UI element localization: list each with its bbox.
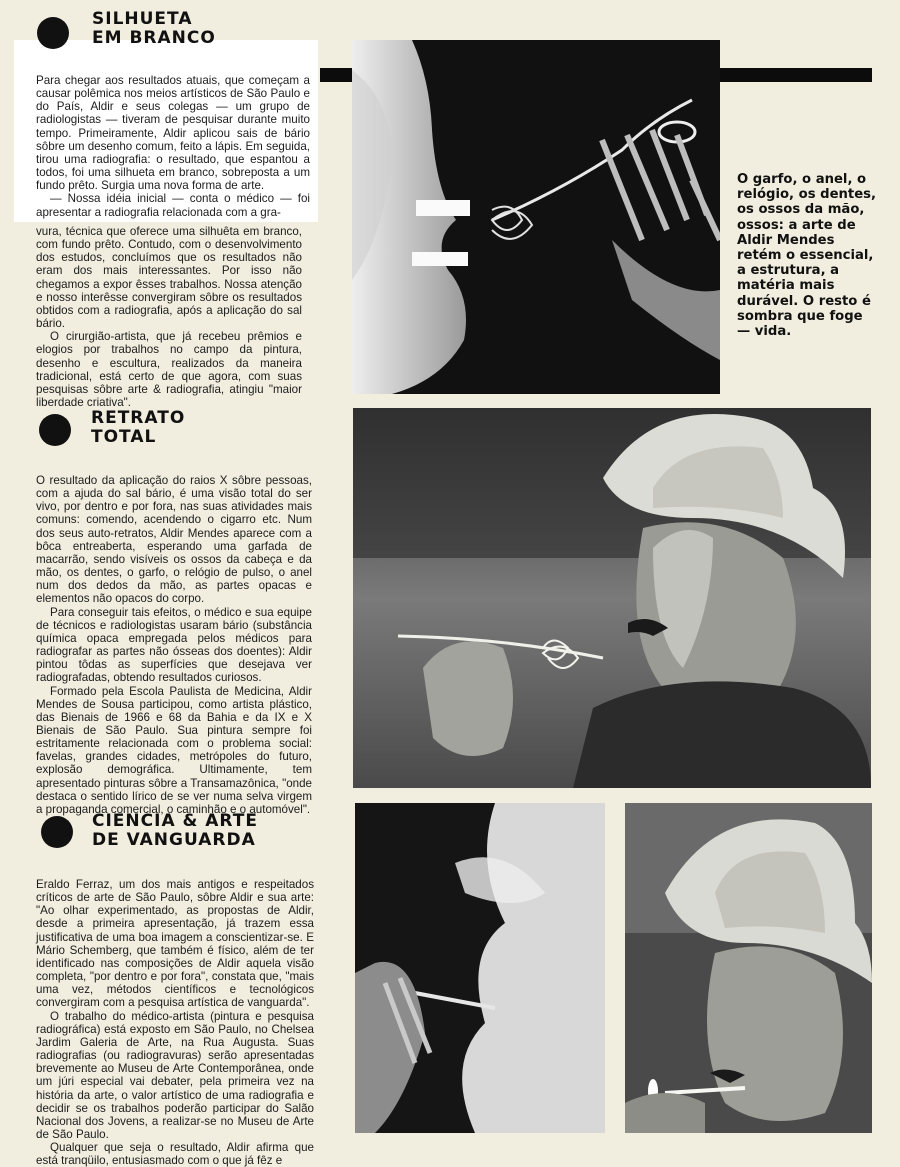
section-text-silhueta-bottom [36, 225, 302, 409]
section-bullet-icon [41, 816, 73, 848]
heading-line: EM BRANCO [92, 28, 216, 48]
paragraph: Formado pela Escola Paulista de Medicina, Aldir Mendes de Sousa participou, como artista plástico, das Bienais de 1966 e 68 da Bahia e da IX e X Bienais de São Paulo. Sua pintura sempre foi estritamente relacionada com o problema social: favelas, grandes cidades, metrópoles do futuro, explosão demográfica. Ultimamente, tem apresentado pinturas sôbre a Transamazônica, "onde destaca o sentido lírico de se ver numa selva virgem a propaganda comercial, o caminhão e o automóvel". [36, 684, 312, 816]
heading-line: DE VANGUARDA [92, 830, 256, 850]
man-eating-photo [353, 408, 871, 788]
paragraph: vura, técnica que oferece uma silhuêta em branco, com fundo prêto. Contudo, com o desenvolvimento dos estudos, concluímos que os resultados não eram dos mais interessantes. Por isso não chegamos a expor êsses trabalhos. Nossa atenção e nosso interêsse convergiram sôbre os resultados obtidos com a radiografia, após a aplicação do sal bário. [36, 225, 302, 331]
section-heading-ciencia [92, 812, 258, 850]
xray-smoking-photo [355, 803, 605, 1133]
section-heading-retrato [91, 409, 185, 447]
section-text-retrato [36, 474, 312, 816]
xray-eating-photo [352, 40, 720, 394]
section-heading-silhueta [92, 10, 216, 48]
xray-image [352, 40, 720, 394]
paragraph: — Nossa idéia inicial — conta o médico — foi apresentar a radiografia relacionada com a gra- [36, 192, 310, 219]
section-text-ciencia [36, 878, 314, 1167]
paragraph: Para chegar aos resultados atuais, que começam a causar polêmica nos meios artísticos de São Paulo e do País, Aldir e seus colegas — um grupo de radiologistas — tiveram de pesquisar durante muito tempo. Primeiramente, Aldir aplicou sais de bário sôbre um desenho comum, feito a lápis. Em seguida, tirou uma radiografia: o resultado, que espantou a todos, foi uma silhueta em branco, sobreposta a um fundo prêto. Surgia uma nova forma de arte. [36, 74, 310, 193]
xray-smoking-image [355, 803, 605, 1133]
heading-line: SILHUETA [92, 9, 193, 29]
section-bullet-icon [39, 414, 71, 446]
heading-line: CIENCIA & ARTE [92, 811, 258, 831]
photo-caption: O garfo, o anel, o relógio, os dentes, os ossos da mão, ossos: a arte de Aldir Mendes retém o essencial, a estrutura, a matéria mais durável. O resto é sombra que foge — vida. [737, 172, 877, 340]
paragraph: O cirurgião-artista, que já recebeu prêmios e elogios por trabalhos no campo da pintura, desenho e escultura, realizados da maneira tradicional, está certo de que agora, com suas pesquisas sôbre arte & radiografia, atingiu "maior liberdade criativa". [36, 330, 302, 410]
heading-line: TOTAL [91, 427, 157, 447]
heading-line: RETRATO [91, 408, 186, 428]
decorative-bar [320, 68, 352, 82]
paragraph: Qualquer que seja o resultado, Aldir afirma que está tranqüilo, entusiasmado com o que já fêz e [36, 1141, 314, 1167]
paragraph: Eraldo Ferraz, um dos mais antigos e respeitados críticos de arte de São Paulo, sôbre Aldir e sua arte: "Ao olhar experimentado, as propostas de Aldir, desde a primeira apresentação, já trazem essa justificativa de uma boa imagem a conscientizar-se. E Mário Schemberg, que também é físico, além de ter identificado nas composições de Aldir aquela visão completa, "por dentro e por fora", constata que, "mais uma vez, métodos científicos e tecnológicos convergiram com a pesquisa artística de vanguarda". [36, 878, 314, 1010]
paragraph: O trabalho do médico-artista (pintura e pesquisa radiográfica) está exposto em São Paulo, no Chelsea Jardim Galeria de Arte, na Rua Augusta. Suas radiografias (ou radiogravuras) serão apresentadas brevemente ao Museu de Arte Contemporânea, onde um júri especial vai debater, pela primeira vez na história da arte, o valor artístico de uma radiografia e decidir se os trabalhos poderão participar do Salão Nacional dos Jovens, a realizar-se no Museu de Arte de São Paulo. [36, 1009, 314, 1141]
section-bullet-icon [37, 17, 69, 49]
man-smoking-photo [625, 803, 872, 1133]
paragraph: O resultado da aplicação do raios X sôbre pessoas, com a ajuda do sal bário, é uma visão total do ser vivo, por dentro e por fora, nas suas atividades mais comuns: comendo, acendendo o cigarro etc. Num dos seus auto-retratos, Aldir Mendes aparece com a bôca entreaberta, esperando uma garfada de macarrão, sendo visíveis os ossos da cabeça e da mão, os dentes, o garfo, o relógio de pulso, o anel num dos dedos da mão, as partes opacas e elementos não opacos do corpo. [36, 474, 312, 606]
smoking-portrait-image [625, 803, 872, 1133]
decorative-bar [720, 68, 872, 82]
portrait-image [353, 408, 871, 788]
paragraph: Para conseguir tais efeitos, o médico e sua equipe de técnicos e radiologistas usaram bário (substância química opaca empregada pelos médicos para radiografar as partes não ósseas dos doentes): Aldir pintou tôdas as superfícies que desejava ver radiografadas, obtendo resultados curiosos. [36, 605, 312, 685]
section-text-silhueta-top [36, 74, 310, 219]
